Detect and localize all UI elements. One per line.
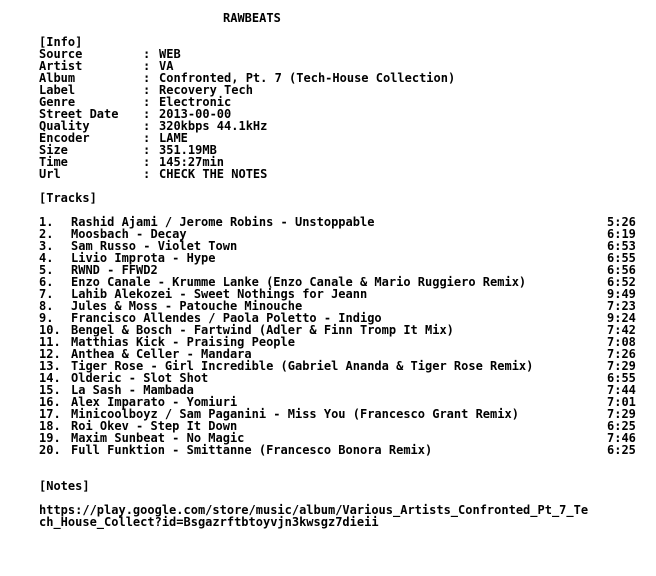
track-title: Rashid Ajami / Jerome Robins - Unstoppable [71,215,375,229]
notes-url-line-1: https://play.google.com/store/music/album/Various_Artists_Confronted_Pt_7_Te [39,503,589,517]
info-row [0,120,656,132]
info-colon: : [143,95,151,109]
track-number: 5. [39,263,54,277]
info-key: Label [39,83,76,97]
track-duration: 6:55 [607,371,636,385]
track-duration: 7:01 [607,395,636,409]
track-number: 19. [39,431,61,445]
notes-heading: [Notes] [39,479,90,493]
track-number: 3. [39,239,54,253]
track-title: Anthea & Celler - Mandara [71,347,252,361]
track-duration: 7:42 [607,323,636,337]
track-duration: 7:29 [607,359,636,373]
info-colon: : [143,143,151,157]
info-key: Artist [39,59,83,73]
track-duration: 9:24 [607,311,636,325]
track-number: 4. [39,251,54,265]
track-title: Lahib Alekozei - Sweet Nothings for Jeann [71,287,368,301]
track-title: Livio Improta - Hype [71,251,216,265]
info-colon: : [143,47,151,61]
track-title: Jules & Moss - Patouche Minouche [71,299,303,313]
info-colon: : [143,131,151,145]
track-number: 15. [39,383,61,397]
page-title: RAWBEATS [223,11,281,25]
track-duration: 7:08 [607,335,636,349]
track-number: 16. [39,395,61,409]
info-key: Genre [39,95,76,109]
info-colon: : [143,83,151,97]
track-duration: 6:56 [607,263,636,277]
info-row [0,144,656,156]
track-title: La Sash - Mambada [71,383,194,397]
track-title: Francisco Allendes / Paola Poletto - Indigo [71,311,382,325]
track-title: Maxim Sunbeat - No Magic [71,431,245,445]
info-heading: [Info] [39,35,83,49]
track-title: Minicoolboyz / Sam Paganini - Miss You (Francesco Grant Remix) [71,407,519,421]
notes-url-line-2: ch_House_Collect?id=Bsgazrftbtoyvjn3kwsgz7dieii [39,515,379,529]
track-title: RWND - FFWD2 [71,263,158,277]
track-number: 17. [39,407,61,421]
track-duration: 6:25 [607,443,636,457]
track-number: 1. [39,215,54,229]
track-duration: 7:44 [607,383,636,397]
info-value: Recovery Tech [159,83,253,97]
info-row [0,168,656,180]
info-value: Confronted, Pt. 7 (Tech-House Collection) [159,71,456,85]
info-key: Url [39,167,61,181]
track-number: 12. [39,347,61,361]
info-colon: : [143,155,151,169]
info-key: Album [39,71,76,85]
track-title: Enzo Canale - Krumme Lanke (Enzo Canale & Mario Ruggiero Remix) [71,275,527,289]
info-colon: : [143,107,151,121]
info-value: 2013-00-00 [159,107,232,121]
track-duration: 6:55 [607,251,636,265]
track-number: 8. [39,299,54,313]
info-row [0,132,656,144]
info-value: 145:27min [159,155,225,169]
info-value: Electronic [159,95,232,109]
info-colon: : [143,167,151,181]
info-key: Encoder [39,131,90,145]
track-title: Tiger Rose - Girl Incredible (Gabriel Ananda & Tiger Rose Remix) [71,359,534,373]
track-row [0,444,656,456]
track-title: Full Funktion - Smittanne (Francesco Bonora Remix) [71,443,433,457]
info-value: VA [159,59,174,73]
info-value: CHECK THE NOTES [159,167,268,181]
track-duration: 5:26 [607,215,636,229]
track-title: Olderic - Slot Shot [71,371,209,385]
track-title: Bengel & Bosch - Fartwind (Adler & Finn Tromp It Mix) [71,323,454,337]
track-duration: 7:29 [607,407,636,421]
info-key: Quality [39,119,90,133]
track-number: 7. [39,287,54,301]
track-duration: 7:26 [607,347,636,361]
info-key: Size [39,143,68,157]
info-row [0,108,656,120]
info-value: LAME [159,131,188,145]
info-colon: : [143,71,151,85]
info-row [0,72,656,84]
track-number: 10. [39,323,61,337]
track-title: Alex Imparato - Yomiuri [71,395,238,409]
track-number: 11. [39,335,61,349]
track-number: 9. [39,311,54,325]
track-duration: 6:53 [607,239,636,253]
tracks-heading: [Tracks] [39,191,97,205]
info-row [0,84,656,96]
track-number: 6. [39,275,54,289]
info-key: Street Date [39,107,119,121]
track-duration: 6:52 [607,275,636,289]
info-key: Time [39,155,68,169]
track-number: 18. [39,419,61,433]
info-value: 320kbps 44.1kHz [159,119,268,133]
info-value: 351.19MB [159,143,217,157]
track-duration: 7:23 [607,299,636,313]
track-number: 2. [39,227,54,241]
info-value: WEB [159,47,181,61]
track-title: Roi Okev - Step It Down [71,419,238,433]
info-colon: : [143,119,151,133]
track-duration: 9:49 [607,287,636,301]
track-number: 14. [39,371,61,385]
track-number: 13. [39,359,61,373]
track-duration: 7:46 [607,431,636,445]
track-duration: 6:25 [607,419,636,433]
track-number: 20. [39,443,61,457]
info-colon: : [143,59,151,73]
info-key: Source [39,47,83,61]
track-title: Sam Russo - Violet Town [71,239,238,253]
track-duration: 6:19 [607,227,636,241]
info-row [0,48,656,60]
track-title: Moosbach - Decay [71,227,187,241]
info-row [0,156,656,168]
track-title: Matthias Kick - Praising People [71,335,295,349]
